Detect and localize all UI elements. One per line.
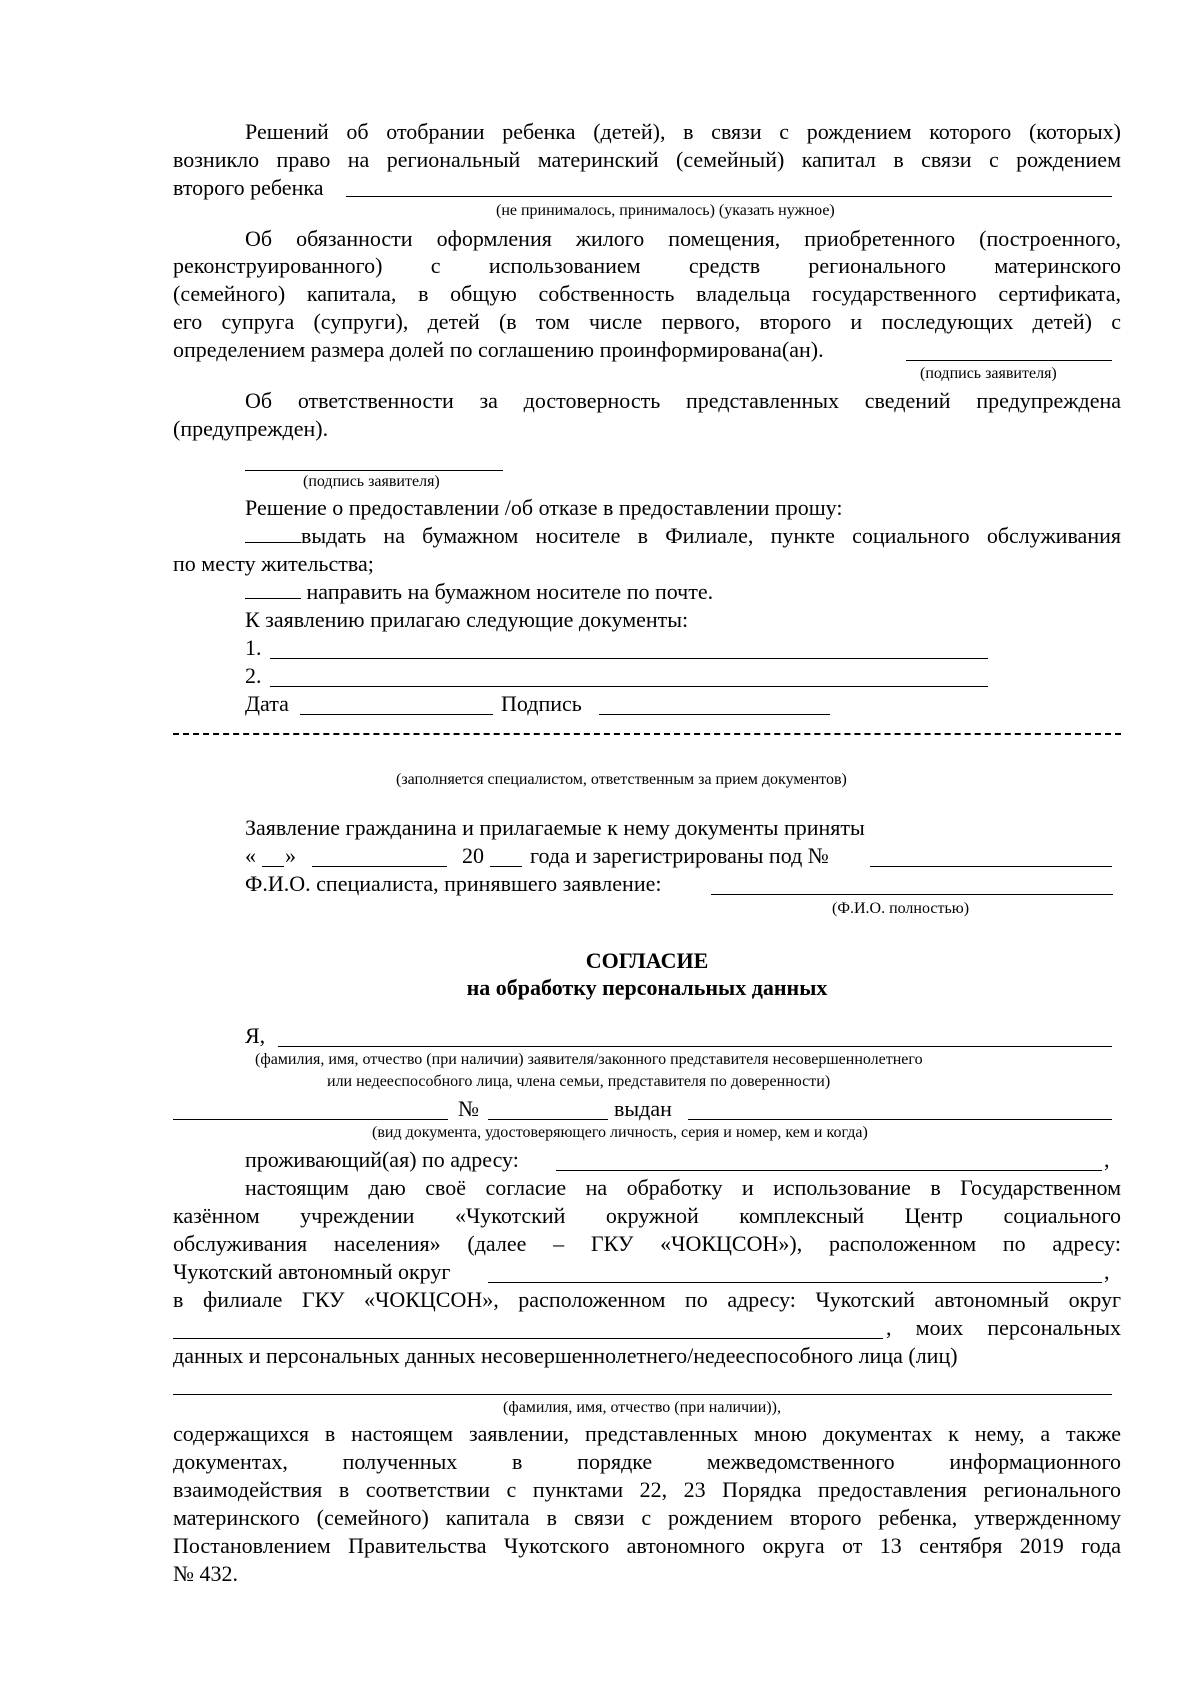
text-line: , [1104, 1147, 1110, 1172]
text-line: настоящим даю своё согласие на обработку и использование в Государственном [245, 1175, 1121, 1200]
field-caption: (подпись заявителя) [920, 365, 1057, 382]
text-line: № 432. [173, 1561, 238, 1586]
fill-line [270, 636, 988, 659]
text-line: выдан [614, 1096, 672, 1121]
field-caption: (подпись заявителя) [303, 473, 440, 490]
fill-line [870, 844, 1112, 867]
text-line: 2. [245, 663, 262, 688]
text-line: Ф.И.О. специалиста, принявшего заявление: [245, 871, 662, 896]
text-line: проживающий(ая) по адресу: [245, 1147, 519, 1172]
text-line: реконструированного) с использованием средств регионального материнского [173, 253, 1121, 278]
fill-line [278, 1024, 1112, 1047]
text-line: его супруга (супруги), детей (в том числе первого, второго и последующих детей) с [173, 309, 1121, 334]
fill-line [173, 1097, 448, 1120]
fill-line [346, 174, 1112, 197]
fill-line [262, 844, 284, 867]
text-line: Об ответственности за достоверность представленных сведений предупреждена [245, 388, 1121, 413]
text-line: года и зарегистрированы под № [530, 843, 829, 868]
field-caption: (фамилия, имя, отчество (при наличии) заявителя/законного представителя несовершеннолетнего [255, 1051, 923, 1068]
section-title: СОГЛАСИЕ [585, 948, 709, 973]
text-line: Решений об отобрании ребенка (детей), в связи с рождением которого (которых) [245, 119, 1121, 144]
text-line: выдать на бумажном носителе в Филиале, пункте социального обслуживания [245, 522, 1121, 550]
text-line: , [1104, 1259, 1110, 1284]
text-line: данных и персональных данных несовершеннолетнего/недееспособного лица (лиц) [173, 1343, 958, 1368]
text-line: определением размера долей по соглашению проинформирована(ан). [173, 337, 824, 362]
fill-line [688, 1097, 1112, 1120]
fill-line [312, 844, 447, 867]
text-line: взаимодействия в соответствии с пунктами 22, 23 Порядка предоставления регионального [173, 1477, 1121, 1502]
text-line: Постановлением Правительства Чукотского автономного округа от 13 сентября 2019 года [173, 1533, 1121, 1558]
field-caption: (не принималось, принималось) (указать нужное) [496, 202, 835, 219]
text-line: содержащихся в настоящем заявлении, представленных мною документах к нему, а также [173, 1421, 1121, 1446]
text-line: второго ребенка [173, 175, 324, 200]
text-line: по месту жительства; [173, 551, 374, 576]
text-line: обслуживания населения» (далее – ГКУ «ЧОКЦСОН»), расположенном по адресу: [173, 1231, 1121, 1256]
text-line: возникло право на региональный материнский (семейный) капитал в связи с рождением [173, 147, 1121, 172]
signature-line [245, 448, 503, 471]
field-caption: (вид документа, удостоверяющего личность, серия и номер, кем и когда) [372, 1124, 868, 1141]
text-line: № [458, 1096, 479, 1121]
text-line: Дата [245, 691, 289, 716]
fill-line [556, 1148, 1102, 1171]
text-line: Чукотский автономный округ [173, 1259, 451, 1284]
text-line: 1. [245, 635, 262, 660]
text-line: Я, [245, 1023, 266, 1048]
text-line: документах, полученных в порядке межведомственного информационного [173, 1449, 1121, 1474]
text-line: , моих персональных [886, 1315, 1121, 1340]
field-caption: (заполняется специалистом, ответственным за прием документов) [396, 771, 847, 788]
fill-line [488, 1260, 1102, 1283]
fill-line [270, 664, 988, 687]
fill-line [599, 692, 830, 715]
text-line: материнского (семейного) капитала в связи с рождением второго ребенка, утвержденному [173, 1505, 1121, 1530]
text-line: » [285, 843, 296, 868]
text-line: 20 [462, 843, 484, 868]
text-line: К заявлению прилагаю следующие документы: [245, 607, 689, 632]
field-caption: или недееспособного лица, члена семьи, представителя по доверенности) [327, 1073, 831, 1090]
fill-line [173, 1372, 1112, 1395]
text-line: « [245, 843, 256, 868]
text-line: Решение о предоставлении /об отказе в предоставлении прошу: [245, 495, 843, 520]
cut-line [173, 733, 1121, 735]
text-line: (предупрежден). [173, 416, 329, 441]
text-line: в филиале ГКУ «ЧОКЦСОН», расположенном по адресу: Чукотский автономный округ [173, 1287, 1121, 1312]
text-line: направить на бумажном носителе по почте. [245, 578, 1193, 606]
text-line: Подпись [501, 691, 582, 716]
checkbox-blank [245, 522, 301, 543]
text-line: (семейного) капитала, в общую собственность владельца государственного сертификата, [173, 281, 1121, 306]
fill-line [711, 872, 1113, 895]
field-caption: (Ф.И.О. полностью) [832, 900, 970, 917]
checkbox-blank [245, 578, 301, 599]
text-line: казённом учреждении «Чукотский окружной комплексный Центр социального [173, 1203, 1121, 1228]
field-caption: (фамилия, имя, отчество (при наличии)), [503, 1399, 781, 1416]
fill-line [173, 1316, 883, 1339]
text-line: Об обязанности оформления жилого помещения, приобретенного (построенного, [245, 226, 1121, 251]
section-subtitle: на обработку персональных данных [466, 975, 828, 1000]
signature-line [906, 338, 1112, 361]
text-line: Заявление гражданина и прилагаемые к нему документы приняты [245, 815, 865, 840]
fill-line [490, 844, 522, 867]
fill-line [488, 1097, 608, 1120]
fill-line [300, 692, 493, 715]
